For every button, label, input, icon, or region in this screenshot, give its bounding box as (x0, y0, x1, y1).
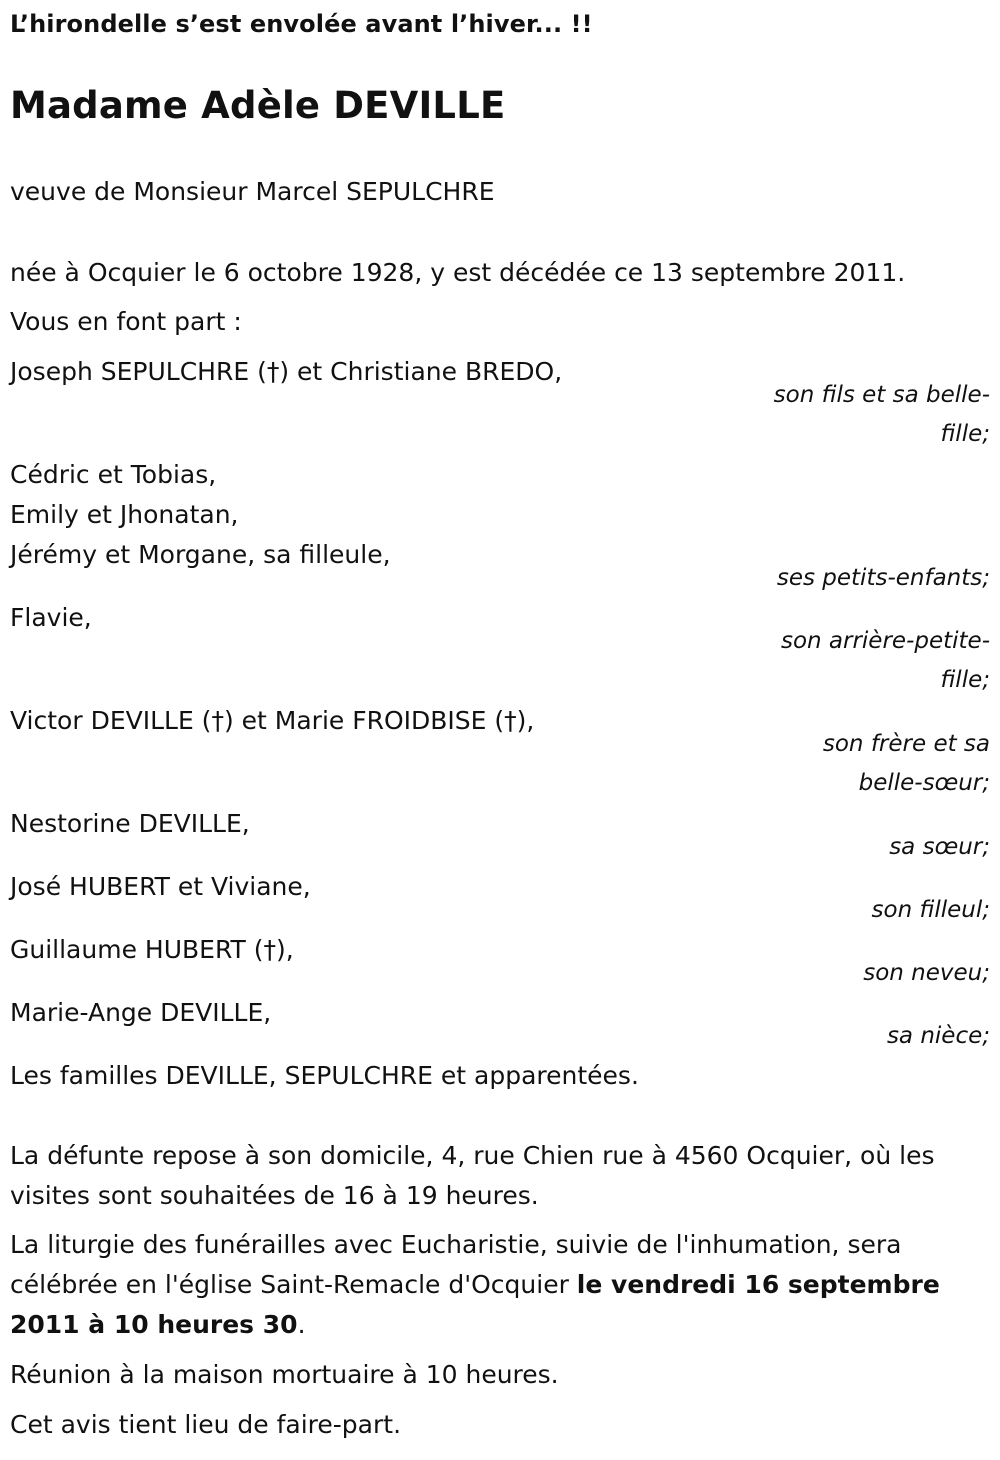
grandchildren-relation: ses petits-enfants; (776, 565, 990, 591)
birth-death-line: née à Ocquier le 6 octobre 1928, y est décédée ce 13 septembre 2011. (10, 258, 906, 287)
notice-line: Cet avis tient lieu de faire-part. (10, 1410, 402, 1439)
liturgy-paragraph (10, 1225, 992, 1345)
grandchildren-line-2: Emily et Jhonatan, (10, 500, 239, 529)
nephew-name: Guillaume HUBERT (†), (10, 935, 294, 964)
deceased-name-title: Madame Adèle DEVILLE (10, 84, 506, 127)
liturgy-text: La liturgie des funérailles avec Eucharistie, suivie de l'inhumation, sera célébrée en l'église Saint-Remacle d'Ocquier (10, 1230, 902, 1299)
godson-name: José HUBERT et Viviane, (10, 872, 311, 901)
great-grandchild-relation-1: son arrière-petite- (780, 628, 990, 654)
families-line: Les familles DEVILLE, SEPULCHRE et apparentées. (10, 1061, 639, 1090)
niece-relation: sa nièce; (886, 1023, 990, 1049)
godson-relation: son filleul; (871, 897, 990, 923)
sister-relation: sa sœur; (889, 834, 990, 860)
nephew-relation: son neveu; (863, 960, 990, 986)
son-relation-line-1: son fils et sa belle- (773, 382, 990, 408)
announce-line: Vous en font part : (10, 307, 242, 336)
liturgy-date-time: le vendredi 16 septembre 2011 à 10 heures 30 (10, 1270, 940, 1339)
brother-names: Victor DEVILLE (†) et Marie FROIDBISE (†), (10, 706, 535, 735)
motto-line: L’hirondelle s’est envolée avant l’hiver... !! (10, 10, 593, 38)
grandchildren-line-3: Jérémy et Morgane, sa filleule, (10, 540, 391, 569)
liturgy-end: . (297, 1310, 306, 1339)
meeting-line: Réunion à la maison mortuaire à 10 heures. (10, 1360, 559, 1389)
grandchildren-line-1: Cédric et Tobias, (10, 460, 217, 489)
great-grandchild-relation-2: fille; (940, 667, 990, 693)
sister-name: Nestorine DEVILLE, (10, 809, 250, 838)
son-relation-line-2: fille; (940, 421, 990, 447)
brother-relation-2: belle-sœur; (858, 770, 990, 796)
son-names: Joseph SEPULCHRE (†) et Christiane BREDO, (10, 357, 563, 386)
visit-paragraph: La défunte repose à son domicile, 4, rue Chien rue à 4560 Ocquier, où les visites sont souhaitées de 16 à 19 heures. (10, 1141, 935, 1210)
niece-name: Marie-Ange DEVILLE, (10, 998, 272, 1027)
widow-line: veuve de Monsieur Marcel SEPULCHRE (10, 177, 495, 206)
brother-relation-1: son frère et sa (822, 731, 990, 757)
great-grandchild-name: Flavie, (10, 603, 92, 632)
